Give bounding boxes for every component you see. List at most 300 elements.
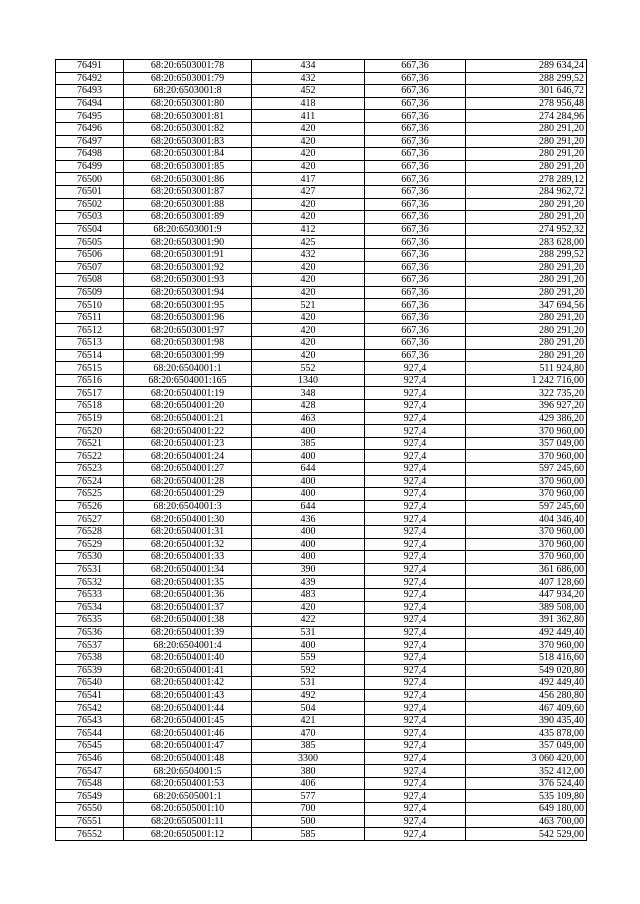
- value-cell: 274 952,32: [466, 223, 587, 236]
- rate-cell: 927,4: [365, 777, 466, 790]
- rate-cell: 927,4: [365, 601, 466, 614]
- value-cell: 370 960,00: [466, 639, 587, 652]
- table-row: [56, 639, 587, 652]
- value-cell: 284 962,72: [466, 185, 587, 198]
- value-cell: 280 291,20: [466, 198, 587, 211]
- rate-cell: 927,4: [365, 702, 466, 715]
- table-row: [56, 626, 587, 639]
- row-number-cell: 76508: [56, 274, 124, 287]
- area-cell: 420: [252, 324, 365, 337]
- cadastral-number-cell: 68:20:6503001:88: [124, 198, 252, 211]
- table-row: [56, 412, 587, 425]
- row-number-cell: 76544: [56, 727, 124, 740]
- value-cell: 435 878,00: [466, 727, 587, 740]
- area-cell: 420: [252, 148, 365, 161]
- value-cell: 280 291,20: [466, 135, 587, 148]
- cadastral-number-cell: 68:20:6504001:37: [124, 601, 252, 614]
- row-number-cell: 76532: [56, 576, 124, 589]
- area-cell: 417: [252, 173, 365, 186]
- cadastral-number-cell: 68:20:6504001:35: [124, 576, 252, 589]
- cadastral-number-cell: 68:20:6503001:94: [124, 286, 252, 299]
- area-cell: 436: [252, 513, 365, 526]
- data-table: [55, 59, 587, 841]
- row-number-cell: 76511: [56, 311, 124, 324]
- table-row: [56, 777, 587, 790]
- rate-cell: 667,36: [365, 311, 466, 324]
- table-row: [56, 538, 587, 551]
- area-cell: 348: [252, 387, 365, 400]
- rate-cell: 667,36: [365, 60, 466, 73]
- row-number-cell: 76537: [56, 639, 124, 652]
- value-cell: 370 960,00: [466, 488, 587, 501]
- value-cell: 278 956,48: [466, 97, 587, 110]
- rate-cell: 927,4: [365, 475, 466, 488]
- table-row: [56, 148, 587, 161]
- rate-cell: 667,36: [365, 223, 466, 236]
- table-row: [56, 311, 587, 324]
- rate-cell: 667,36: [365, 324, 466, 337]
- cadastral-number-cell: 68:20:6504001:47: [124, 740, 252, 753]
- table-row: [56, 261, 587, 274]
- cadastral-number-cell: 68:20:6504001:1: [124, 362, 252, 375]
- row-number-cell: 76545: [56, 740, 124, 753]
- area-cell: 531: [252, 677, 365, 690]
- value-cell: 370 960,00: [466, 425, 587, 438]
- value-cell: 280 291,20: [466, 349, 587, 362]
- cadastral-number-cell: 68:20:6504001:19: [124, 387, 252, 400]
- table-row: [56, 463, 587, 476]
- cadastral-number-cell: 68:20:6504001:46: [124, 727, 252, 740]
- area-cell: 420: [252, 135, 365, 148]
- table-row: [56, 173, 587, 186]
- table-row: [56, 551, 587, 564]
- table-row: [56, 740, 587, 753]
- row-number-cell: 76543: [56, 714, 124, 727]
- area-cell: 412: [252, 223, 365, 236]
- area-cell: 400: [252, 475, 365, 488]
- area-cell: 559: [252, 651, 365, 664]
- row-number-cell: 76510: [56, 299, 124, 312]
- area-cell: 700: [252, 803, 365, 816]
- area-cell: 400: [252, 425, 365, 438]
- cadastral-number-cell: 68:20:6504001:29: [124, 488, 252, 501]
- row-number-cell: 76522: [56, 450, 124, 463]
- area-cell: 411: [252, 110, 365, 123]
- cadastral-number-cell: 68:20:6505001:1: [124, 790, 252, 803]
- rate-cell: 927,4: [365, 614, 466, 627]
- row-number-cell: 76548: [56, 777, 124, 790]
- rate-cell: 927,4: [365, 362, 466, 375]
- value-cell: 370 960,00: [466, 450, 587, 463]
- area-cell: 531: [252, 626, 365, 639]
- area-cell: 432: [252, 248, 365, 261]
- row-number-cell: 76547: [56, 765, 124, 778]
- value-cell: 467 409,60: [466, 702, 587, 715]
- value-cell: 3 060 420,00: [466, 752, 587, 765]
- rate-cell: 927,4: [365, 752, 466, 765]
- table-row: [56, 437, 587, 450]
- rate-cell: 667,36: [365, 97, 466, 110]
- value-cell: 370 960,00: [466, 551, 587, 564]
- value-cell: 456 280,80: [466, 689, 587, 702]
- table-row: [56, 248, 587, 261]
- table-row: [56, 714, 587, 727]
- cadastral-number-cell: 68:20:6504001:27: [124, 463, 252, 476]
- table-row: [56, 803, 587, 816]
- row-number-cell: 76507: [56, 261, 124, 274]
- value-cell: 288 299,52: [466, 248, 587, 261]
- row-number-cell: 76536: [56, 626, 124, 639]
- rate-cell: 927,4: [365, 689, 466, 702]
- row-number-cell: 76499: [56, 160, 124, 173]
- table-row: [56, 211, 587, 224]
- row-number-cell: 76503: [56, 211, 124, 224]
- cadastral-number-cell: 68:20:6503001:87: [124, 185, 252, 198]
- row-number-cell: 76493: [56, 85, 124, 98]
- table-row: [56, 160, 587, 173]
- value-cell: 357 049,00: [466, 437, 587, 450]
- value-cell: 404 346,40: [466, 513, 587, 526]
- cadastral-number-cell: 68:20:6504001:44: [124, 702, 252, 715]
- rate-cell: 927,4: [365, 626, 466, 639]
- value-cell: 597 245,60: [466, 463, 587, 476]
- rate-cell: 927,4: [365, 803, 466, 816]
- row-number-cell: 76504: [56, 223, 124, 236]
- rate-cell: 927,4: [365, 538, 466, 551]
- table-row: [56, 85, 587, 98]
- row-number-cell: 76539: [56, 664, 124, 677]
- cadastral-number-cell: 68:20:6503001:99: [124, 349, 252, 362]
- row-number-cell: 76516: [56, 374, 124, 387]
- area-cell: 420: [252, 349, 365, 362]
- table-row: [56, 400, 587, 413]
- cadastral-number-cell: 68:20:6504001:48: [124, 752, 252, 765]
- row-number-cell: 76541: [56, 689, 124, 702]
- table-row: [56, 337, 587, 350]
- value-cell: 492 449,40: [466, 626, 587, 639]
- area-cell: 420: [252, 122, 365, 135]
- row-number-cell: 76525: [56, 488, 124, 501]
- rate-cell: 667,36: [365, 248, 466, 261]
- table-row: [56, 299, 587, 312]
- cadastral-number-cell: 68:20:6504001:39: [124, 626, 252, 639]
- value-cell: 370 960,00: [466, 475, 587, 488]
- table-row: [56, 286, 587, 299]
- area-cell: 421: [252, 714, 365, 727]
- rate-cell: 927,4: [365, 576, 466, 589]
- rate-cell: 927,4: [365, 588, 466, 601]
- rate-cell: 667,36: [365, 173, 466, 186]
- table-row: [56, 374, 587, 387]
- row-number-cell: 76540: [56, 677, 124, 690]
- table-row: [56, 223, 587, 236]
- table-row: [56, 563, 587, 576]
- cadastral-number-cell: 68:20:6504001:53: [124, 777, 252, 790]
- cadastral-number-cell: 68:20:6503001:97: [124, 324, 252, 337]
- row-number-cell: 76497: [56, 135, 124, 148]
- rate-cell: 667,36: [365, 349, 466, 362]
- area-cell: 420: [252, 198, 365, 211]
- cadastral-number-cell: 68:20:6504001:22: [124, 425, 252, 438]
- table-row: [56, 97, 587, 110]
- rate-cell: 667,36: [365, 85, 466, 98]
- value-cell: 347 694,56: [466, 299, 587, 312]
- row-number-cell: 76512: [56, 324, 124, 337]
- cadastral-number-cell: 68:20:6504001:45: [124, 714, 252, 727]
- row-number-cell: 76520: [56, 425, 124, 438]
- area-cell: 420: [252, 337, 365, 350]
- table-row: [56, 198, 587, 211]
- cadastral-number-cell: 68:20:6503001:93: [124, 274, 252, 287]
- table-row: [56, 349, 587, 362]
- cadastral-number-cell: 68:20:6503001:80: [124, 97, 252, 110]
- area-cell: 400: [252, 525, 365, 538]
- area-cell: 463: [252, 412, 365, 425]
- value-cell: 280 291,20: [466, 337, 587, 350]
- area-cell: 644: [252, 463, 365, 476]
- table-body: [56, 60, 587, 841]
- row-number-cell: 76550: [56, 803, 124, 816]
- value-cell: 322 735,20: [466, 387, 587, 400]
- rate-cell: 667,36: [365, 135, 466, 148]
- area-cell: 439: [252, 576, 365, 589]
- cadastral-number-cell: 68:20:6503001:92: [124, 261, 252, 274]
- cadastral-number-cell: 68:20:6505001:10: [124, 803, 252, 816]
- table-row: [56, 576, 587, 589]
- area-cell: 428: [252, 400, 365, 413]
- table-row: [56, 488, 587, 501]
- row-number-cell: 76514: [56, 349, 124, 362]
- rate-cell: 667,36: [365, 160, 466, 173]
- table-row: [56, 614, 587, 627]
- row-number-cell: 76531: [56, 563, 124, 576]
- rate-cell: 927,4: [365, 412, 466, 425]
- table-row: [56, 122, 587, 135]
- cadastral-number-cell: 68:20:6505001:12: [124, 828, 252, 841]
- row-number-cell: 76492: [56, 72, 124, 85]
- rate-cell: 927,4: [365, 425, 466, 438]
- area-cell: 432: [252, 72, 365, 85]
- rate-cell: 927,4: [365, 513, 466, 526]
- row-number-cell: 76495: [56, 110, 124, 123]
- cadastral-number-cell: 68:20:6504001:30: [124, 513, 252, 526]
- value-cell: 407 128,60: [466, 576, 587, 589]
- value-cell: 357 049,00: [466, 740, 587, 753]
- row-number-cell: 76552: [56, 828, 124, 841]
- value-cell: 288 299,52: [466, 72, 587, 85]
- cadastral-number-cell: 68:20:6504001:21: [124, 412, 252, 425]
- rate-cell: 927,4: [365, 500, 466, 513]
- row-number-cell: 76521: [56, 437, 124, 450]
- cadastral-number-cell: 68:20:6504001:165: [124, 374, 252, 387]
- rate-cell: 667,36: [365, 337, 466, 350]
- row-number-cell: 76526: [56, 500, 124, 513]
- table-row: [56, 790, 587, 803]
- row-number-cell: 76513: [56, 337, 124, 350]
- area-cell: 420: [252, 286, 365, 299]
- cadastral-number-cell: 68:20:6503001:81: [124, 110, 252, 123]
- cadastral-number-cell: 68:20:6503001:9: [124, 223, 252, 236]
- cadastral-number-cell: 68:20:6503001:95: [124, 299, 252, 312]
- cadastral-number-cell: 68:20:6504001:40: [124, 651, 252, 664]
- area-cell: 1340: [252, 374, 365, 387]
- cadastral-number-cell: 68:20:6504001:42: [124, 677, 252, 690]
- value-cell: 280 291,20: [466, 211, 587, 224]
- rate-cell: 667,36: [365, 286, 466, 299]
- cadastral-number-cell: 68:20:6503001:98: [124, 337, 252, 350]
- value-cell: 391 362,80: [466, 614, 587, 627]
- area-cell: 434: [252, 60, 365, 73]
- rate-cell: 667,36: [365, 198, 466, 211]
- area-cell: 420: [252, 311, 365, 324]
- cadastral-number-cell: 68:20:6504001:28: [124, 475, 252, 488]
- value-cell: 280 291,20: [466, 122, 587, 135]
- area-cell: 552: [252, 362, 365, 375]
- cadastral-number-cell: 68:20:6503001:84: [124, 148, 252, 161]
- cadastral-number-cell: 68:20:6503001:89: [124, 211, 252, 224]
- row-number-cell: 76534: [56, 601, 124, 614]
- table-row: [56, 727, 587, 740]
- table-row: [56, 387, 587, 400]
- rate-cell: 927,4: [365, 437, 466, 450]
- row-number-cell: 76538: [56, 651, 124, 664]
- rate-cell: 667,36: [365, 211, 466, 224]
- cadastral-number-cell: 68:20:6504001:34: [124, 563, 252, 576]
- value-cell: 370 960,00: [466, 525, 587, 538]
- row-number-cell: 76533: [56, 588, 124, 601]
- table-row: [56, 752, 587, 765]
- row-number-cell: 76542: [56, 702, 124, 715]
- rate-cell: 667,36: [365, 72, 466, 85]
- value-cell: 597 245,60: [466, 500, 587, 513]
- cadastral-number-cell: 68:20:6504001:36: [124, 588, 252, 601]
- rate-cell: 927,4: [365, 790, 466, 803]
- table-row: [56, 274, 587, 287]
- value-cell: 301 646,72: [466, 85, 587, 98]
- row-number-cell: 76509: [56, 286, 124, 299]
- rate-cell: 667,36: [365, 148, 466, 161]
- cadastral-number-cell: 68:20:6503001:91: [124, 248, 252, 261]
- value-cell: 361 686,00: [466, 563, 587, 576]
- row-number-cell: 76498: [56, 148, 124, 161]
- table-row: [56, 60, 587, 73]
- value-cell: 289 634,24: [466, 60, 587, 73]
- row-number-cell: 76518: [56, 400, 124, 413]
- row-number-cell: 76500: [56, 173, 124, 186]
- row-number-cell: 76535: [56, 614, 124, 627]
- rate-cell: 667,36: [365, 261, 466, 274]
- cadastral-number-cell: 68:20:6503001:8: [124, 85, 252, 98]
- value-cell: 280 291,20: [466, 148, 587, 161]
- value-cell: 511 924,80: [466, 362, 587, 375]
- table-row: [56, 702, 587, 715]
- area-cell: 400: [252, 488, 365, 501]
- table-row: [56, 765, 587, 778]
- value-cell: 447 934,20: [466, 588, 587, 601]
- row-number-cell: 76505: [56, 236, 124, 249]
- table-row: [56, 450, 587, 463]
- rate-cell: 927,4: [365, 727, 466, 740]
- area-cell: 592: [252, 664, 365, 677]
- value-cell: 492 449,40: [466, 677, 587, 690]
- area-cell: 385: [252, 437, 365, 450]
- cadastral-number-cell: 68:20:6503001:96: [124, 311, 252, 324]
- cadastral-number-cell: 68:20:6504001:4: [124, 639, 252, 652]
- rate-cell: 927,4: [365, 400, 466, 413]
- cadastral-number-cell: 68:20:6505001:11: [124, 815, 252, 828]
- area-cell: 400: [252, 450, 365, 463]
- cadastral-number-cell: 68:20:6504001:20: [124, 400, 252, 413]
- area-cell: 406: [252, 777, 365, 790]
- row-number-cell: 76523: [56, 463, 124, 476]
- value-cell: 274 284,96: [466, 110, 587, 123]
- rate-cell: 667,36: [365, 299, 466, 312]
- value-cell: 390 435,40: [466, 714, 587, 727]
- rate-cell: 927,4: [365, 639, 466, 652]
- row-number-cell: 76506: [56, 248, 124, 261]
- value-cell: 280 291,20: [466, 286, 587, 299]
- row-number-cell: 76496: [56, 122, 124, 135]
- rate-cell: 667,36: [365, 110, 466, 123]
- value-cell: 370 960,00: [466, 538, 587, 551]
- row-number-cell: 76549: [56, 790, 124, 803]
- rate-cell: 927,4: [365, 765, 466, 778]
- area-cell: 577: [252, 790, 365, 803]
- area-cell: 400: [252, 551, 365, 564]
- area-cell: 3300: [252, 752, 365, 765]
- row-number-cell: 76519: [56, 412, 124, 425]
- rate-cell: 927,4: [365, 551, 466, 564]
- value-cell: 463 700,00: [466, 815, 587, 828]
- table-row: [56, 425, 587, 438]
- table-row: [56, 677, 587, 690]
- area-cell: 504: [252, 702, 365, 715]
- cadastral-number-cell: 68:20:6503001:86: [124, 173, 252, 186]
- cadastral-number-cell: 68:20:6504001:24: [124, 450, 252, 463]
- table-row: [56, 72, 587, 85]
- table-row: [56, 651, 587, 664]
- rate-cell: 927,4: [365, 525, 466, 538]
- cadastral-number-cell: 68:20:6503001:79: [124, 72, 252, 85]
- rate-cell: 667,36: [365, 236, 466, 249]
- rate-cell: 927,4: [365, 387, 466, 400]
- rate-cell: 927,4: [365, 463, 466, 476]
- rate-cell: 927,4: [365, 651, 466, 664]
- rate-cell: 927,4: [365, 374, 466, 387]
- area-cell: 500: [252, 815, 365, 828]
- table-row: [56, 601, 587, 614]
- row-number-cell: 76502: [56, 198, 124, 211]
- area-cell: 585: [252, 828, 365, 841]
- table-row: [56, 475, 587, 488]
- row-number-cell: 76517: [56, 387, 124, 400]
- area-cell: 452: [252, 85, 365, 98]
- row-number-cell: 76524: [56, 475, 124, 488]
- rate-cell: 667,36: [365, 122, 466, 135]
- value-cell: 278 289,12: [466, 173, 587, 186]
- value-cell: 280 291,20: [466, 160, 587, 173]
- value-cell: 389 508,00: [466, 601, 587, 614]
- cadastral-number-cell: 68:20:6503001:82: [124, 122, 252, 135]
- value-cell: 280 291,20: [466, 311, 587, 324]
- rate-cell: 927,4: [365, 677, 466, 690]
- table-row: [56, 664, 587, 677]
- area-cell: 420: [252, 211, 365, 224]
- cadastral-number-cell: 68:20:6504001:31: [124, 525, 252, 538]
- cadastral-number-cell: 68:20:6503001:90: [124, 236, 252, 249]
- table-row: [56, 236, 587, 249]
- row-number-cell: 76527: [56, 513, 124, 526]
